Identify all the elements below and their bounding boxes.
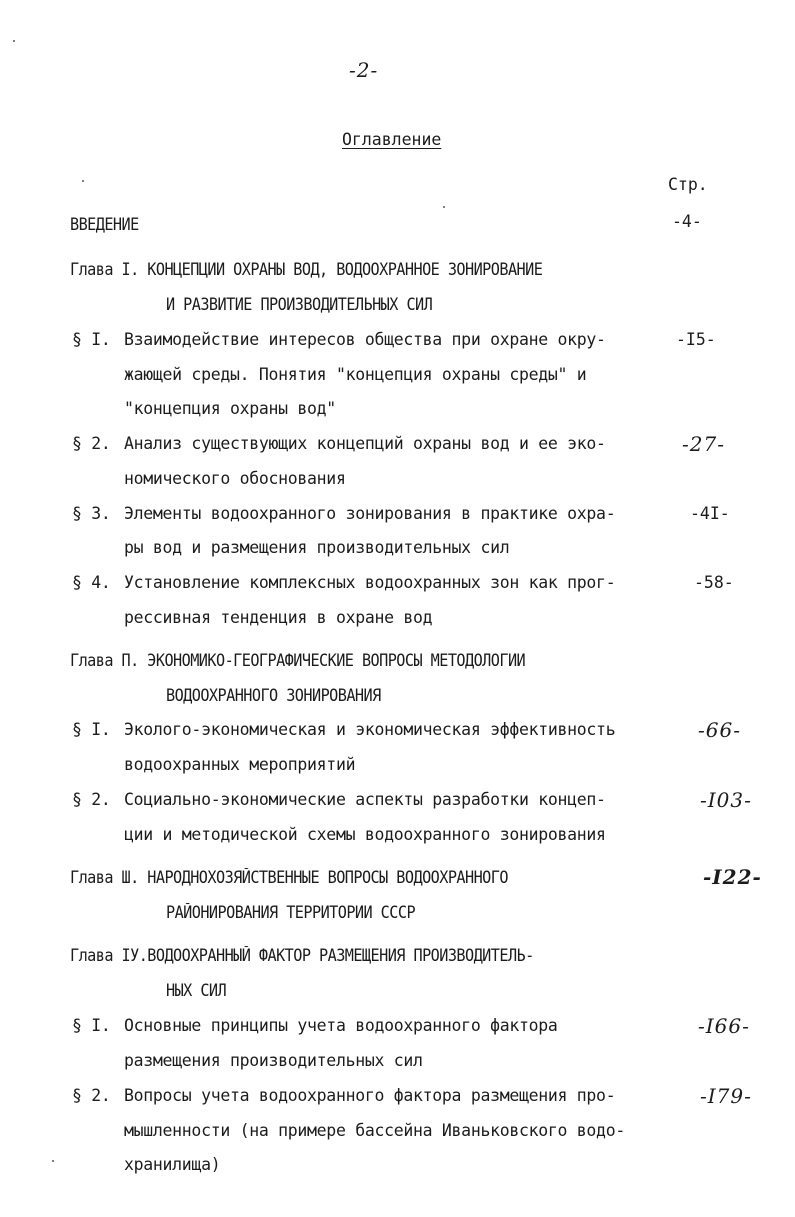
chapter-4-heading-cont: НЫХ СИЛ [166, 981, 227, 1000]
ch1-s2-number: § 2. [72, 434, 111, 453]
ch2-s2-number: § 2. [72, 790, 111, 809]
ch4-s1-line1: Основные принципы учета водоохранного фактора [124, 1016, 558, 1035]
ch1-s3-line2: ры вод и размещения производительных сил [124, 538, 510, 557]
scan-speck [443, 206, 445, 208]
ch4-s2-line3: хранилища) [124, 1155, 221, 1174]
ch2-s1-line2: водоохранных мероприятий [124, 755, 356, 774]
toc-title: Оглавление [342, 130, 442, 149]
page-column-header: Стр. [668, 175, 708, 194]
ch2-s1-number: § I. [72, 720, 111, 739]
ch1-s2-line1: Анализ существующих концепций охраны вод и ее эко- [124, 434, 606, 453]
chapter-3-heading: Глава Ш. НАРОДНОХОЗЯЙСТВЕННЫЕ ВОПРОСЫ ВОДООХРАННОГО [70, 868, 508, 887]
scan-speck [82, 180, 84, 182]
scan-speck [13, 40, 15, 42]
ch4-s1-line2: размещения производительных сил [124, 1051, 423, 1070]
ch4-s1-number: § I. [72, 1016, 111, 1035]
toc-intro-label: ВВЕДЕНИЕ [70, 215, 139, 234]
ch2-s1-page: -66- [698, 718, 741, 742]
chapter-1-heading: Глава I. КОНЦЕПЦИИ ОХРАНЫ ВОД, ВОДООХРАННОЕ ЗОНИРОВАНИЕ [70, 260, 543, 279]
ch1-s3-page: -4I- [690, 504, 730, 523]
ch1-s3-number: § 3. [72, 504, 111, 523]
ch1-s1-line2: жающей среды. Понятия "концепция охраны среды" и [124, 365, 587, 384]
ch4-s2-line1: Вопросы учета водоохранного фактора размещения про- [124, 1086, 616, 1105]
ch1-s4-line1: Установление комплексных водоохранных зон как прог- [124, 573, 616, 592]
ch3-page: -I22- [703, 865, 762, 889]
chapter-3-heading-cont: РАЙОНИРОВАНИЯ ТЕРРИТОРИИ СССР [166, 903, 416, 922]
ch2-s2-line1: Социально-экономические аспекты разработки концеп- [124, 790, 606, 809]
ch1-s1-line1: Взаимодействие интересов общества при охране окру- [124, 330, 606, 349]
chapter-2-heading-cont: ВОДООХРАННОГО ЗОНИРОВАНИЯ [166, 686, 381, 705]
scan-speck [52, 1160, 54, 1162]
chapter-2-heading: Глава П. ЭКОНОМИКО-ГЕОГРАФИЧЕСКИЕ ВОПРОСЫ МЕТОДОЛОГИИ [70, 651, 526, 670]
ch2-s2-line2: ции и методической схемы водоохранного зонирования [124, 825, 606, 844]
ch1-s3-line1: Элементы водоохранного зонирования в практике охра- [124, 504, 616, 523]
ch4-s2-number: § 2. [72, 1086, 111, 1105]
ch4-s2-page: -I79- [700, 1084, 752, 1108]
ch1-s1-page: -I5- [676, 330, 716, 349]
chapter-1-heading-cont: И РАЗВИТИЕ ПРОИЗВОДИТЕЛЬНЫХ СИЛ [166, 295, 433, 314]
ch4-s1-page: -I66- [698, 1014, 750, 1038]
chapter-4-heading: Глава IУ.ВОДООХРАННЫЙ ФАКТОР РАЗМЕЩЕНИЯ ПРОИЗВОДИТЕЛЬ- [70, 946, 534, 965]
ch2-s1-line1: Эколого-экономическая и экономическая эффективность [124, 720, 616, 739]
ch1-s2-line2: номического обоснования [124, 469, 346, 488]
ch2-s2-page: -I03- [700, 788, 752, 812]
ch1-s4-number: § 4. [72, 573, 111, 592]
ch4-s2-line2: мышленности (на примере бассейна Иваньковского водо- [124, 1121, 625, 1140]
ch1-s2-page: -27- [682, 432, 725, 456]
page-number: -2- [349, 58, 379, 82]
ch1-s1-line3: "концепция охраны вод" [124, 399, 336, 418]
ch1-s4-line2: рессивная тенденция в охране вод [124, 608, 433, 627]
ch1-s1-number: § I. [72, 330, 111, 349]
ch1-s4-page: -58- [694, 573, 734, 592]
toc-intro-page: -4- [672, 212, 702, 231]
